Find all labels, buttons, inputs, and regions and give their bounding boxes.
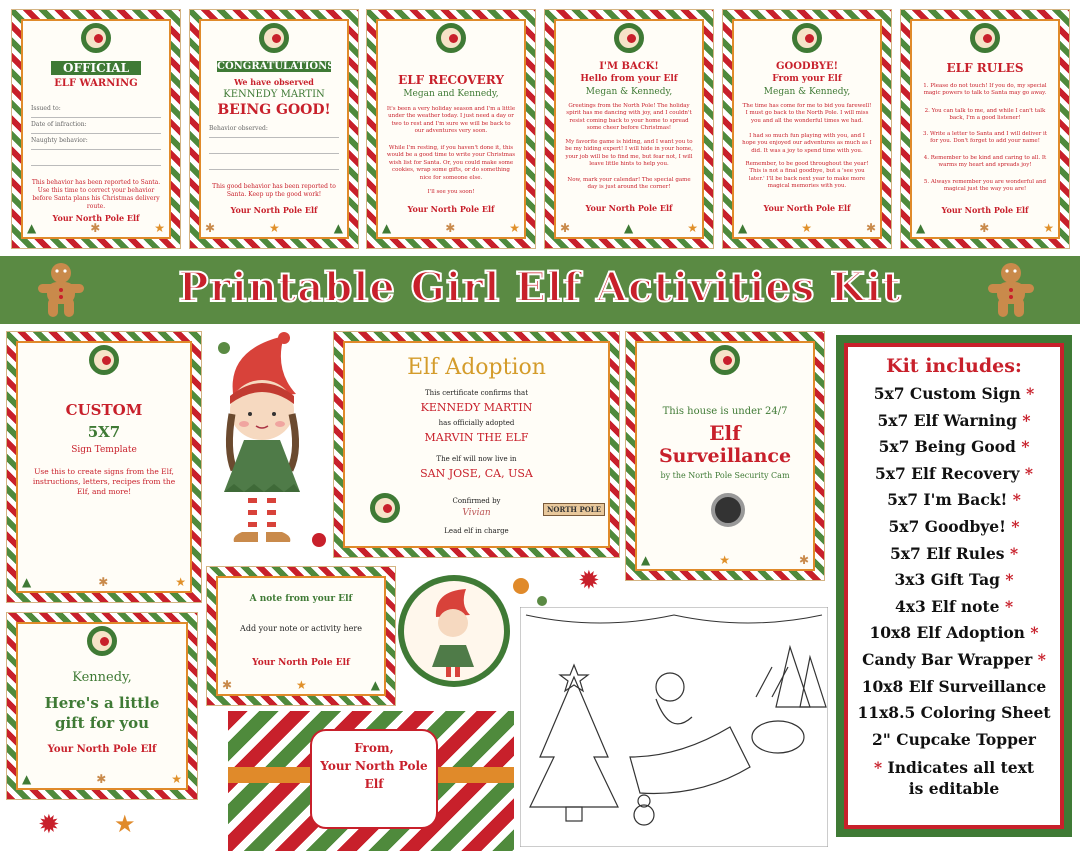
card-body: Now, mark your calendar! The special game day is just around the corner! — [567, 177, 691, 191]
decoration — [738, 217, 876, 235]
kit-item-label: 5x7 Elf Rules — [889, 543, 1005, 563]
card-title: Elf Adoption — [407, 355, 546, 380]
wreath-icon — [259, 23, 289, 53]
asterisk: * — [1022, 410, 1031, 430]
kit-item — [852, 434, 1056, 461]
decor-dot — [513, 578, 529, 594]
card-title: ELF WARNING — [54, 78, 138, 89]
cert-line: The elf will now live in — [436, 455, 517, 463]
star-icon: ★ — [509, 221, 520, 235]
candy-bar-wrapper — [228, 711, 514, 851]
cupcake-topper — [398, 575, 510, 687]
kit-includes-panel — [836, 335, 1072, 837]
cert-line: Lead elf in charge — [444, 527, 509, 535]
decoration — [222, 674, 380, 692]
star-icon: ★ — [175, 575, 186, 589]
kit-item — [852, 700, 1056, 727]
asterisk: * — [1005, 570, 1014, 590]
wreath-icon — [970, 23, 1000, 53]
kit-item — [852, 514, 1056, 541]
asterisk: * — [1037, 649, 1046, 669]
tree-icon: ▲ — [22, 772, 32, 786]
card-subtitle: From your Elf — [772, 74, 842, 84]
signature: Your North Pole Elf — [585, 203, 673, 213]
wrapper-line: Elf — [364, 777, 384, 791]
surveillance-line: This house is under 24/7 — [662, 406, 788, 417]
signature: Your North Pole Elf — [52, 213, 140, 223]
asterisk: * — [1030, 623, 1039, 643]
page-title: Printable Girl Elf Activities Kit — [178, 264, 902, 311]
tree-icon: ▲ — [382, 221, 392, 235]
tree-icon: ▲ — [641, 553, 651, 567]
poinsettia-icon: ✹ — [578, 566, 600, 596]
asterisk: * — [1004, 596, 1014, 616]
wreath-icon — [614, 23, 644, 53]
asterisk: * — [873, 758, 883, 778]
kit-heading: Kit includes: — [886, 355, 1022, 377]
kit-item-label: Candy Bar Wrapper — [862, 649, 1033, 669]
card-subtitle: We have observed — [234, 77, 314, 87]
kit-note-line: is editable — [908, 779, 1000, 799]
child-name: KENNEDY MARTIN — [223, 89, 325, 100]
star-icon: ★ — [269, 221, 280, 235]
wreath-icon — [87, 626, 117, 656]
kit-item-label: 11x8.5 Coloring Sheet — [857, 703, 1051, 723]
kit-item — [852, 567, 1056, 594]
card-title: ELF RULES — [946, 61, 1024, 75]
rule-item: 1. Please do not touch! If you do, my special magic powers to talk to Santa may go away. — [923, 83, 1047, 97]
rule-item: 5. Always remember you are wonderful and magical just the way you are! — [923, 179, 1047, 193]
kit-item — [852, 408, 1056, 435]
decoration — [22, 571, 186, 589]
kit-list — [852, 381, 1056, 753]
elf-surveillance-card — [625, 331, 825, 581]
decor-dot — [312, 533, 326, 547]
elf-girl-illustration — [424, 587, 484, 677]
elf-note-card — [206, 566, 396, 706]
asterisk: * — [1011, 516, 1020, 536]
card-title: Elf — [709, 421, 741, 445]
decor-dot — [537, 596, 547, 606]
elf-warning-card — [11, 9, 181, 249]
gingerbread-icon: ✱ — [98, 575, 109, 589]
kit-note — [852, 757, 1056, 799]
north-pole-sign: NORTH POLE — [543, 503, 605, 516]
kit-item-label: 5x7 I'm Back! — [887, 490, 1008, 510]
signature-script: Vivian — [462, 508, 491, 518]
gingerbread-icon: ✱ — [979, 221, 990, 235]
asterisk: * — [1012, 490, 1021, 510]
decoration — [641, 549, 809, 567]
kit-item — [852, 727, 1056, 754]
poinsettia-icon: ✹ — [38, 810, 60, 840]
child-name: Kennedy, — [72, 670, 132, 685]
signature: Your North Pole Elf — [941, 205, 1029, 215]
card-body: This good behavior has been reported to Santa. Keep up the good work! — [212, 183, 336, 199]
asterisk: * — [1024, 463, 1034, 483]
kit-item-label: 5x7 Elf Warning — [877, 410, 1017, 430]
kit-item — [852, 647, 1056, 674]
wreath-icon — [81, 23, 111, 53]
wreath-icon — [370, 493, 400, 523]
child-name: Megan & Kennedy, — [763, 87, 851, 97]
gingerbread-icon: ✱ — [445, 221, 456, 235]
camera-icon — [711, 493, 745, 527]
decor-dot — [218, 342, 230, 354]
star-icon: ★ — [114, 810, 136, 838]
tree-icon: ▲ — [916, 221, 926, 235]
signature: Your North Pole Elf — [230, 205, 318, 215]
card-subtitle: Sign Template — [71, 445, 137, 455]
gingerbread-man-icon — [988, 262, 1034, 318]
field-line — [209, 157, 339, 170]
title-banner — [0, 256, 1080, 324]
kit-item — [852, 620, 1056, 647]
kit-item-label: 10x8 Elf Adoption — [869, 623, 1025, 643]
card-body: It's been a very holiday season and I'm a little under the weather today. I just need a day or two to rest and I'm sure we will be back to our adventures very soon. — [386, 106, 516, 135]
elf-recovery-card — [366, 9, 536, 249]
kit-note-line: Indicates all text — [887, 758, 1035, 778]
wrapper-line: Your North Pole — [320, 759, 428, 773]
card-body: Use this to create signs from the Elf, instructions, letters, recipes from the Elf, and more! — [32, 467, 176, 497]
cert-line: This certificate confirms that — [424, 389, 529, 397]
kit-item — [852, 541, 1056, 568]
signature: Your North Pole Elf — [407, 204, 495, 214]
surveillance-line: by the North Pole Security Cam — [660, 471, 790, 480]
star-icon: ★ — [719, 553, 730, 567]
elf-name: MARVIN THE ELF — [424, 431, 529, 444]
being-good-card — [189, 9, 359, 249]
card-title: OFFICIAL — [51, 61, 141, 75]
field-line — [31, 153, 161, 166]
card-body: While I'm resting, if you haven't done it, this would be a good time to write your Christmas wish list for Santa. Or, you could make some cookies, wrap some gifts, or do something nice for someone else. — [386, 145, 516, 181]
star-icon: ★ — [801, 221, 812, 235]
card-title: Surveillance — [658, 445, 792, 467]
tree-icon: ▲ — [624, 221, 634, 235]
decoration — [22, 768, 182, 786]
kit-item — [852, 381, 1056, 408]
child-name: KENNEDY MARTIN — [420, 401, 533, 414]
rule-item: 3. Write a letter to Santa and I will deliver it for you. Don't forget to add your name! — [923, 131, 1047, 145]
kit-item-label: 2" Cupcake Topper — [872, 729, 1036, 749]
wreath-icon — [89, 345, 119, 375]
kit-item — [852, 461, 1056, 488]
card-title: A note from your Elf — [249, 594, 353, 604]
kit-item-label: 10x8 Elf Surveillance — [861, 676, 1047, 696]
card-title: ELF RECOVERY — [398, 73, 504, 87]
card-body: This behavior has been reported to Santa. Use this time to correct your behavior before Santa plans his Christmas delivery route. — [31, 179, 161, 211]
signature: Your North Pole Elf — [252, 658, 350, 668]
gift-tag-card — [6, 612, 198, 800]
gingerbread-icon: ✱ — [90, 221, 101, 235]
rule-item: 2. You can talk to me, and while I can't talk back, I'm a good listener! — [924, 108, 1046, 122]
tree-icon: ▲ — [370, 678, 380, 692]
star-icon: ★ — [154, 221, 165, 235]
coloring-sheet — [520, 607, 828, 847]
decoration — [205, 217, 343, 235]
child-name: Megan & Kennedy, — [585, 87, 673, 97]
kit-item-label: 5x7 Being Good — [878, 437, 1016, 457]
signature: Your North Pole Elf — [47, 744, 157, 755]
wreath-icon — [792, 23, 822, 53]
signature: Your North Pole Elf — [763, 203, 851, 213]
card-title: 5X7 — [87, 423, 121, 441]
elf-rules-card — [900, 9, 1070, 249]
kit-item — [852, 487, 1056, 514]
asterisk: * — [1009, 543, 1019, 563]
elf-adoption-card — [333, 331, 620, 558]
gingerbread-icon: ✱ — [560, 221, 571, 235]
gingerbread-icon: ✱ — [96, 772, 107, 786]
kit-item — [852, 594, 1056, 621]
tree-icon: ▲ — [333, 221, 343, 235]
wrapper-line: From, — [354, 741, 394, 755]
cert-line: has officially adopted — [438, 419, 515, 427]
card-title: Here's a little — [44, 694, 160, 712]
rule-item: 4. Remember to be kind and caring to all. It warms my heart and spreads joy! — [923, 155, 1047, 169]
decoration — [916, 217, 1054, 235]
kit-item-label: 3x3 Gift Tag — [894, 570, 1000, 590]
field-label: Date of infraction: — [31, 121, 161, 134]
decoration — [27, 217, 165, 235]
wreath-icon — [710, 345, 740, 375]
elf-girl-illustration — [204, 330, 324, 558]
kit-item-label: 4x3 Elf note — [894, 596, 1000, 616]
gingerbread-icon: ✱ — [865, 221, 876, 235]
star-icon: ★ — [1043, 221, 1054, 235]
field-lines — [209, 125, 339, 173]
field-line — [209, 141, 339, 154]
star-icon: ★ — [171, 772, 182, 786]
goodbye-card — [722, 9, 892, 249]
card-body: Add your note or activity here — [240, 624, 362, 633]
kit-item — [852, 674, 1056, 701]
card-title: GOODBYE! — [775, 61, 839, 72]
card-body: I had so much fun playing with you, and I hope you enjoyed our adventures as much as I did. It was a joy to spend time with you. — [742, 133, 872, 154]
custom-sign-card — [6, 331, 202, 603]
field-label: Naughty behavior: — [31, 137, 161, 150]
field-label: Issued to: — [31, 105, 161, 118]
asterisk: * — [1021, 437, 1030, 457]
home-location: SAN JOSE, CA, USA — [420, 467, 533, 480]
decoration — [382, 217, 520, 235]
decoration — [560, 217, 698, 235]
tree-icon: ▲ — [22, 575, 32, 589]
card-greeting: Megan and Kennedy, — [403, 89, 499, 99]
card-subtitle: Hello from your Elf — [580, 74, 678, 84]
card-body: Remember, to be good throughout the year! This is not a final goodbye, but a 'see you later.' I'll be back next year to make more magical memories with you. — [745, 161, 869, 190]
gingerbread-icon: ✱ — [798, 553, 809, 567]
star-icon: ★ — [296, 678, 307, 692]
field-label: Behavior observed: — [209, 125, 339, 138]
wreath-icon — [436, 23, 466, 53]
card-title: CONGRATULATIONS — [217, 61, 335, 72]
card-body: Greetings from the North Pole! The holiday spirit has me dancing with joy, and I couldn't resist coming back to your home to spread some cheer before Christmas! — [566, 103, 692, 132]
field-lines — [31, 105, 161, 169]
card-body: I'll see you soon! — [427, 189, 475, 195]
tree-icon: ▲ — [27, 221, 37, 235]
star-icon: ★ — [687, 221, 698, 235]
gingerbread-icon: ✱ — [205, 221, 216, 235]
im-back-card — [544, 9, 714, 249]
cert-line: Confirmed by — [452, 497, 501, 505]
card-body: The time has come for me to bid you farewell! I must go back to the North Pole. I will miss you and all the wonderful times we had. — [742, 103, 872, 124]
kit-item-label: 5x7 Elf Recovery — [874, 463, 1020, 483]
gingerbread-icon: ✱ — [222, 678, 233, 692]
card-title: I'M BACK! — [599, 61, 659, 72]
kit-item-label: 5x7 Goodbye! — [888, 516, 1006, 536]
card-title: gift for you — [55, 714, 149, 732]
tree-icon: ▲ — [738, 221, 748, 235]
card-title: CUSTOM — [65, 401, 143, 419]
wrapper-label — [310, 729, 438, 829]
card-body: My favorite game is hiding, and I want you to be my hiding expert! I will hide in your home, your job will be to find me, but fear not, I will leave little hints to help you. — [565, 139, 693, 168]
asterisk: * — [1026, 384, 1035, 403]
card-title: BEING GOOD! — [217, 102, 331, 118]
kit-item-label: 5x7 Custom Sign — [873, 384, 1021, 403]
